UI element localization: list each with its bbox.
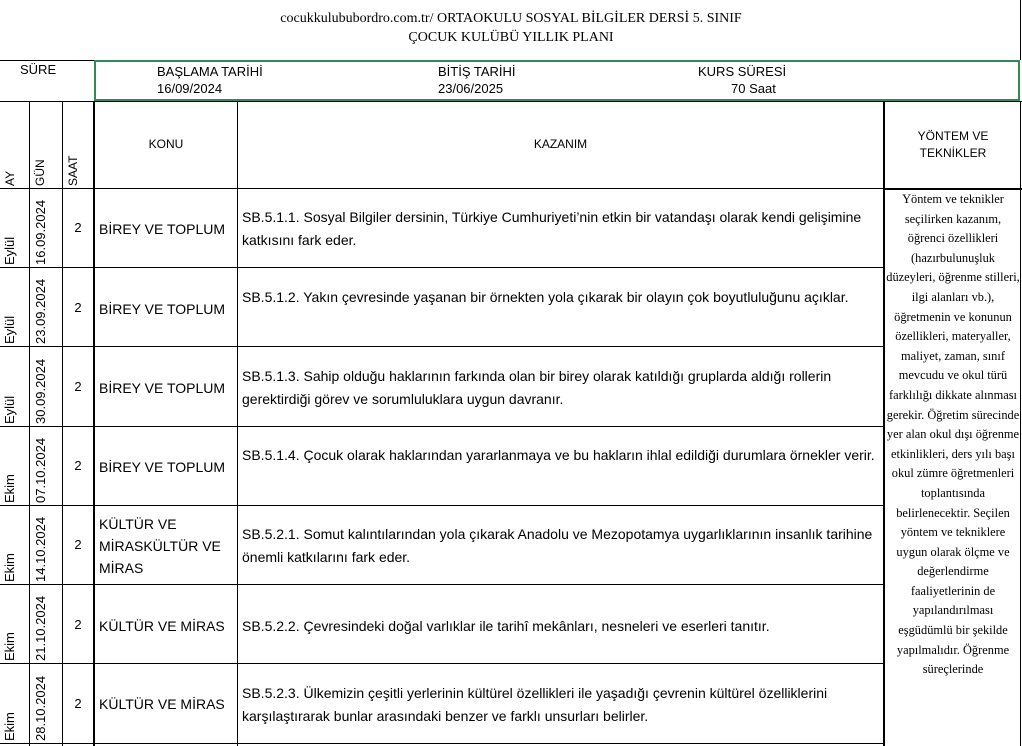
baslama-value: 16/09/2024	[157, 81, 223, 96]
row-gun: 16.09.2024	[33, 199, 48, 265]
row-saat: 2	[74, 379, 82, 394]
yontem-teknikler-text: Yöntem ve teknikler seçilirken kazanım, öğrenci özellikleri (hazırbulunuşluk düzeyleri, öğrenme stilleri, ilgi alanları vb.), öğretmenin ve konunun özellikleri, materyaller, maliyet, zaman, sınıf mevcudu ve okul türü farklılığı dikkate alınması gerekir. Öğretim sürecinde yer alan okul dışı öğrenme etkinlikleri, ders yılı başı okul zümre öğretmenleri toplantısında belirlenecektir. Seçilen yöntem ve tekniklere uygun olarak ölçme ve değerlendirme faaliyetlerinin de yapılandırılması eşgüdümlü bir şekilde yapılmalıdır. Öğrenme süreçlerinde	[886, 192, 1020, 677]
header-yontem-line1: YÖNTEM VE	[917, 129, 989, 143]
row-saat: 2	[74, 458, 82, 473]
sure-label: SÜRE	[20, 62, 57, 77]
baslama-label: BAŞLAMA TARİHİ	[157, 64, 263, 79]
row-ay: Ekim	[2, 632, 17, 661]
row-saat: 2	[74, 617, 82, 632]
header-yontem-line2: TEKNİKLER	[919, 146, 987, 160]
document-title-line1: cocukkulububordro.com.tr/ ORTAOKULU SOSYAL BİLGİLER DERSİ 5. SINIF	[280, 11, 742, 26]
row-kazanim: SB.5.1.3. Sahip olduğu haklarının farkında olan bir birey olarak katıldığı gruplarda aldığı rollerin gerektirdiği görev ve sorumluluklara uygun davranır.	[242, 368, 832, 407]
header-saat: SAAT	[66, 155, 80, 186]
row-saat: 2	[74, 537, 82, 552]
row-kazanim: SB.5.2.1. Somut kalıntılarından yola çıkarak Anadolu ve Mezopotamya uygarlıklarının insanlık tarihine önemli katkılarını fark eder.	[242, 526, 873, 565]
row-saat: 2	[74, 696, 82, 711]
row-gun: 30.09.2024	[33, 358, 48, 424]
row-ay: Ekim	[2, 553, 17, 582]
header-konu: KONU	[148, 137, 184, 151]
row-kazanim: SB.5.2.2. Çevresindeki doğal varlıklar ile tarihî mekânları, nesneleri ve eserleri tanıtır.	[242, 618, 770, 634]
row-konu: BİREY VE TOPLUM	[99, 221, 226, 237]
row-gun: 14.10.2024	[33, 516, 48, 582]
document-title-line2: ÇOCUK KULÜBÜ YILLIK PLANI	[408, 30, 614, 45]
row-konu: BİREY VE TOPLUM	[99, 459, 226, 475]
row-ay: Eylül	[2, 315, 17, 344]
row-kazanim: SB.5.1.2. Yakın çevresinde yaşanan bir örnekten yola çıkarak bir olayın çok boyutluluğunu açıklar.	[242, 289, 849, 305]
row-ay: Ekim	[2, 712, 17, 741]
row-konu: KÜLTÜR VE MİRAS	[99, 618, 225, 634]
row-ay: Ekim	[2, 474, 17, 503]
row-konu: KÜLTÜR VE MİRASKÜLTÜR VE MİRAS	[99, 516, 221, 576]
row-saat: 2	[74, 300, 82, 315]
row-ay: Eylül	[2, 395, 17, 424]
row-kazanim: SB.5.1.1. Sosyal Bilgiler dersinin, Türkiye Cumhuriyeti’nin etkin bir vatandaşı olarak kendi gelişimine katkısını fark eder.	[242, 209, 862, 248]
row-konu: BİREY VE TOPLUM	[99, 301, 226, 317]
bitis-label: BİTİŞ TARİHİ	[438, 64, 516, 79]
header-ay: AY	[3, 170, 17, 186]
row-gun: 07.10.2024	[33, 437, 48, 503]
row-konu: BİREY VE TOPLUM	[99, 380, 226, 396]
row-ay: Eylül	[2, 236, 17, 265]
row-kazanim: SB.5.2.3. Ülkemizin çeşitli yerlerinin kültürel özellikleri ile yaşadığı çevrenin kültürel özelliklerini karşılaştırarak bunlar arasındaki benzer ve farklı unsurları belirler.	[242, 685, 828, 724]
row-konu: KÜLTÜR VE MİRAS	[99, 696, 225, 712]
row-gun: 23.09.2024	[33, 278, 48, 344]
kurs-label: KURS SÜRESİ	[698, 64, 787, 79]
header-kazanim: KAZANIM	[533, 137, 588, 151]
row-gun: 28.10.2024	[33, 675, 48, 741]
row-saat: 2	[74, 220, 82, 235]
row-kazanim: SB.5.1.4. Çocuk olarak haklarından yararlanmaya ve bu hakların ihlal edildiği durumlara örnekler verir.	[242, 447, 875, 463]
bitis-value: 23/06/2025	[438, 81, 504, 96]
row-gun: 21.10.2024	[33, 595, 48, 661]
header-gun: GÜN	[33, 159, 47, 186]
kurs-value: 70 Saat	[731, 81, 776, 96]
